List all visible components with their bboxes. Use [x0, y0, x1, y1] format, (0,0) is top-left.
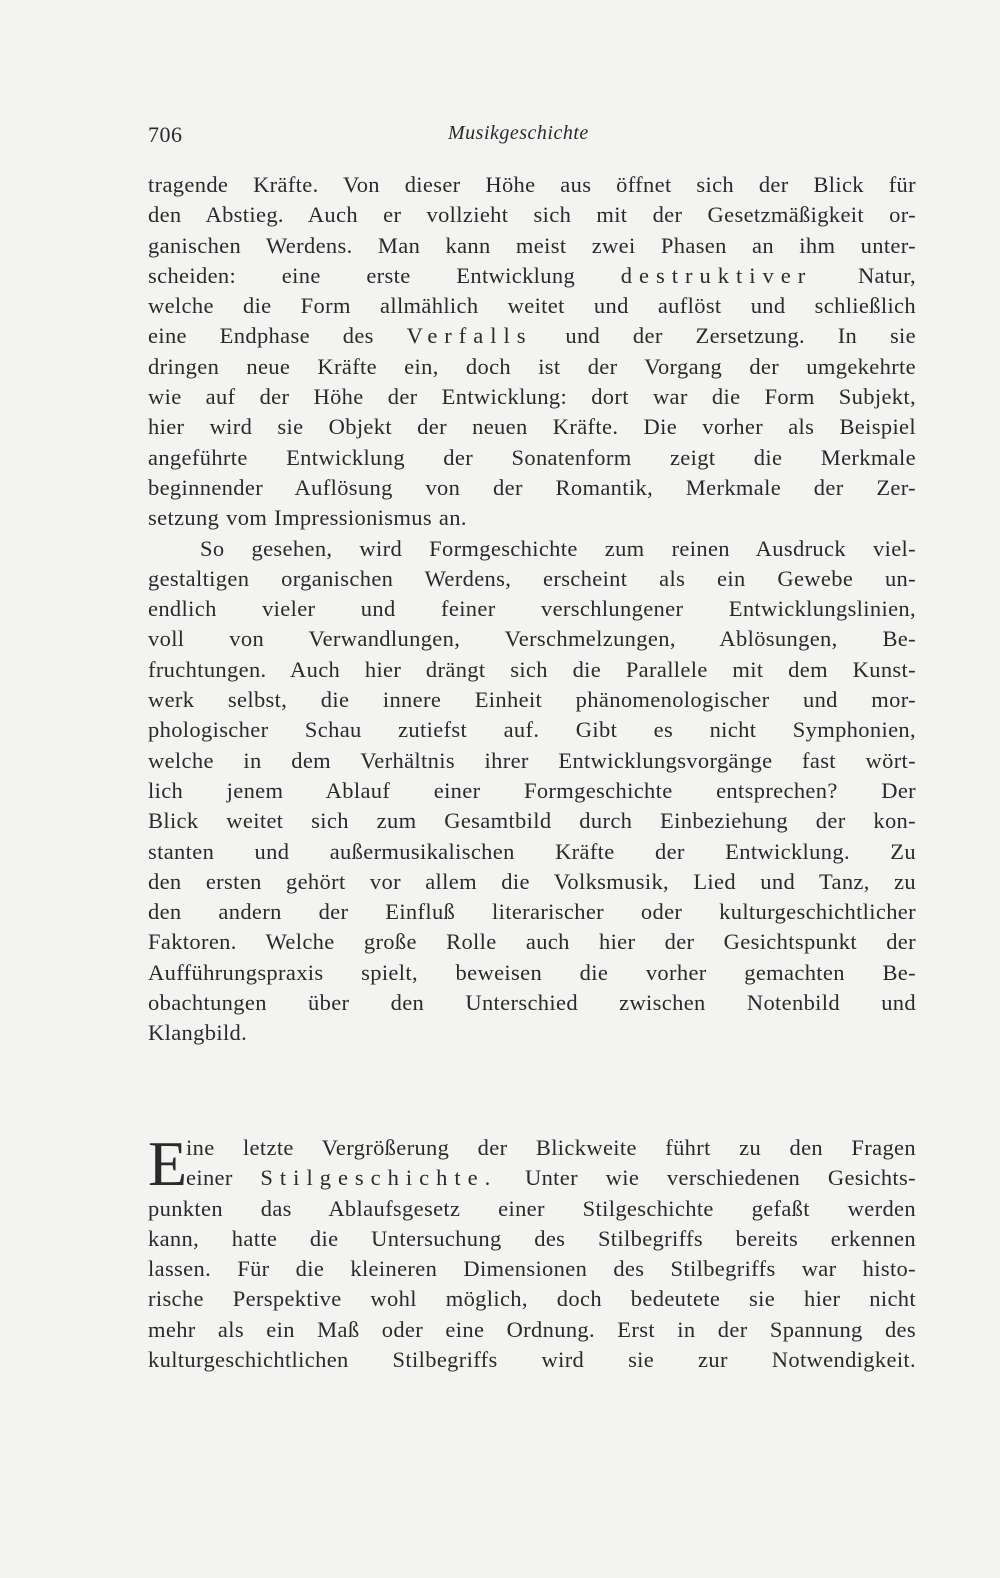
body-text-section-2 — [148, 1128, 916, 1375]
text-line: rische Perspektive wohl möglich, doch bedeutete sie hier nicht — [148, 1286, 916, 1312]
text-line: welche in dem Verhältnis ihrer Entwicklungsvorgänge fast wört- — [148, 747, 916, 773]
text-line: hier wird sie Objekt der neuen Kräfte. Die vorher als Beispiel — [148, 414, 916, 440]
text-line: ine letzte Vergrößerung der Blickweite führt zu den Fragen — [186, 1135, 916, 1160]
text-line: werk selbst, die innere Einheit phänomenologischer und mor- — [148, 687, 916, 713]
text-line-with-emphasis — [148, 261, 916, 291]
text-line: den andern der Einfluß literarischer oder kulturgeschichtlicher — [148, 899, 916, 925]
text-line: lich jenem Ablauf einer Formgeschichte entsprechen? Der — [148, 777, 916, 803]
page-number: 706 — [148, 122, 183, 147]
text-line: stanten und außermusikalischen Kräfte der Entwicklung. Zu — [148, 838, 916, 864]
emphasized-word: Verfalls — [406, 323, 533, 349]
text-line: fruchtungen. Auch hier drängt sich die Parallele mit dem Kunst- — [148, 656, 916, 682]
text-line: angeführte Entwicklung der Sonatenform zeigt die Merkmale — [148, 444, 916, 470]
text-line: wie auf der Höhe der Entwicklung: dort war die Form Subjekt, — [148, 384, 916, 410]
text-fragment: scheiden: eine erste Entwicklung — [148, 262, 576, 288]
text-line: Aufführungspraxis spielt, beweisen die vorher gemachten Be- — [148, 959, 916, 985]
body-text-section-1 — [148, 170, 916, 1049]
text-line-with-emphasis — [148, 321, 916, 351]
text-line: So gesehen, wird Formgeschichte zum reinen Ausdruck viel- — [200, 535, 916, 561]
text-fragment: einer — [186, 1165, 233, 1191]
drop-cap: E — [148, 1128, 188, 1199]
text-line: lassen. Für die kleineren Dimensionen des Stilbegriffs war histo- — [148, 1256, 916, 1282]
text-line: den Abstieg. Auch er vollzieht sich mit der Gesetzmäßigkeit or- — [148, 202, 916, 228]
text-line: dringen neue Kräfte ein, doch ist der Vorgang der umgekehrte — [148, 353, 916, 379]
text-line: mehr als ein Maß oder eine Ordnung. Erst in der Spannung des — [148, 1316, 916, 1342]
text-line: kulturgeschichtlichen Stilbegriffs wird sie zur Notwendigkeit. — [148, 1347, 916, 1373]
text-line: beginnender Auflösung von der Romantik, Merkmale der Zer- — [148, 474, 916, 500]
running-title: Musikgeschichte — [448, 122, 589, 144]
text-line: Klangbild. — [148, 1020, 248, 1046]
text-line: obachtungen über den Unterschied zwischen Notenbild und — [148, 990, 916, 1016]
text-line: Faktoren. Welche große Rolle auch hier der Gesichtspunkt der — [148, 929, 916, 955]
text-line: ganischen Werdens. Man kann meist zwei Phasen an ihm unter- — [148, 232, 916, 258]
text-fragment: und der Zersetzung. In sie — [565, 323, 916, 349]
text-line: punkten das Ablaufsgesetz einer Stilgeschichte gefaßt werden — [148, 1195, 916, 1221]
text-fragment: eine Endphase des — [148, 323, 374, 349]
page-header — [148, 122, 916, 152]
book-page — [148, 0, 916, 1578]
text-line: endlich vieler und feiner verschlungener Entwicklungslinien, — [148, 596, 916, 622]
text-line: setzung vom Impressionismus an. — [148, 505, 467, 531]
text-line: voll von Verwandlungen, Verschmelzungen, Ablösungen, Be- — [148, 626, 916, 652]
text-fragment: Natur, — [857, 262, 916, 288]
text-line: Blick weitet sich zum Gesamtbild durch Einbeziehung der kon- — [148, 808, 916, 834]
text-line: phologischer Schau zutiefst auf. Gibt es nicht Symphonien, — [148, 717, 916, 743]
emphasized-word: Stilgeschichte. — [260, 1165, 498, 1191]
text-line: welche die Form allmählich weitet und auflöst und schließlich — [148, 293, 916, 319]
text-line: den ersten gehört vor allem die Volksmusik, Lied und Tanz, zu — [148, 868, 916, 894]
emphasized-word: destruktiver — [620, 262, 813, 288]
text-line-with-emphasis — [148, 1163, 916, 1193]
text-line: gestaltigen organischen Werdens, erscheint als ein Gewebe un- — [148, 565, 916, 591]
text-line: kann, hatte die Untersuchung des Stilbegriffs bereits erkennen — [148, 1225, 916, 1251]
text-fragment: Unter wie verschiedenen Gesichts- — [524, 1165, 916, 1191]
text-line: tragende Kräfte. Von dieser Höhe aus öffnet sich der Blick für — [148, 172, 916, 197]
